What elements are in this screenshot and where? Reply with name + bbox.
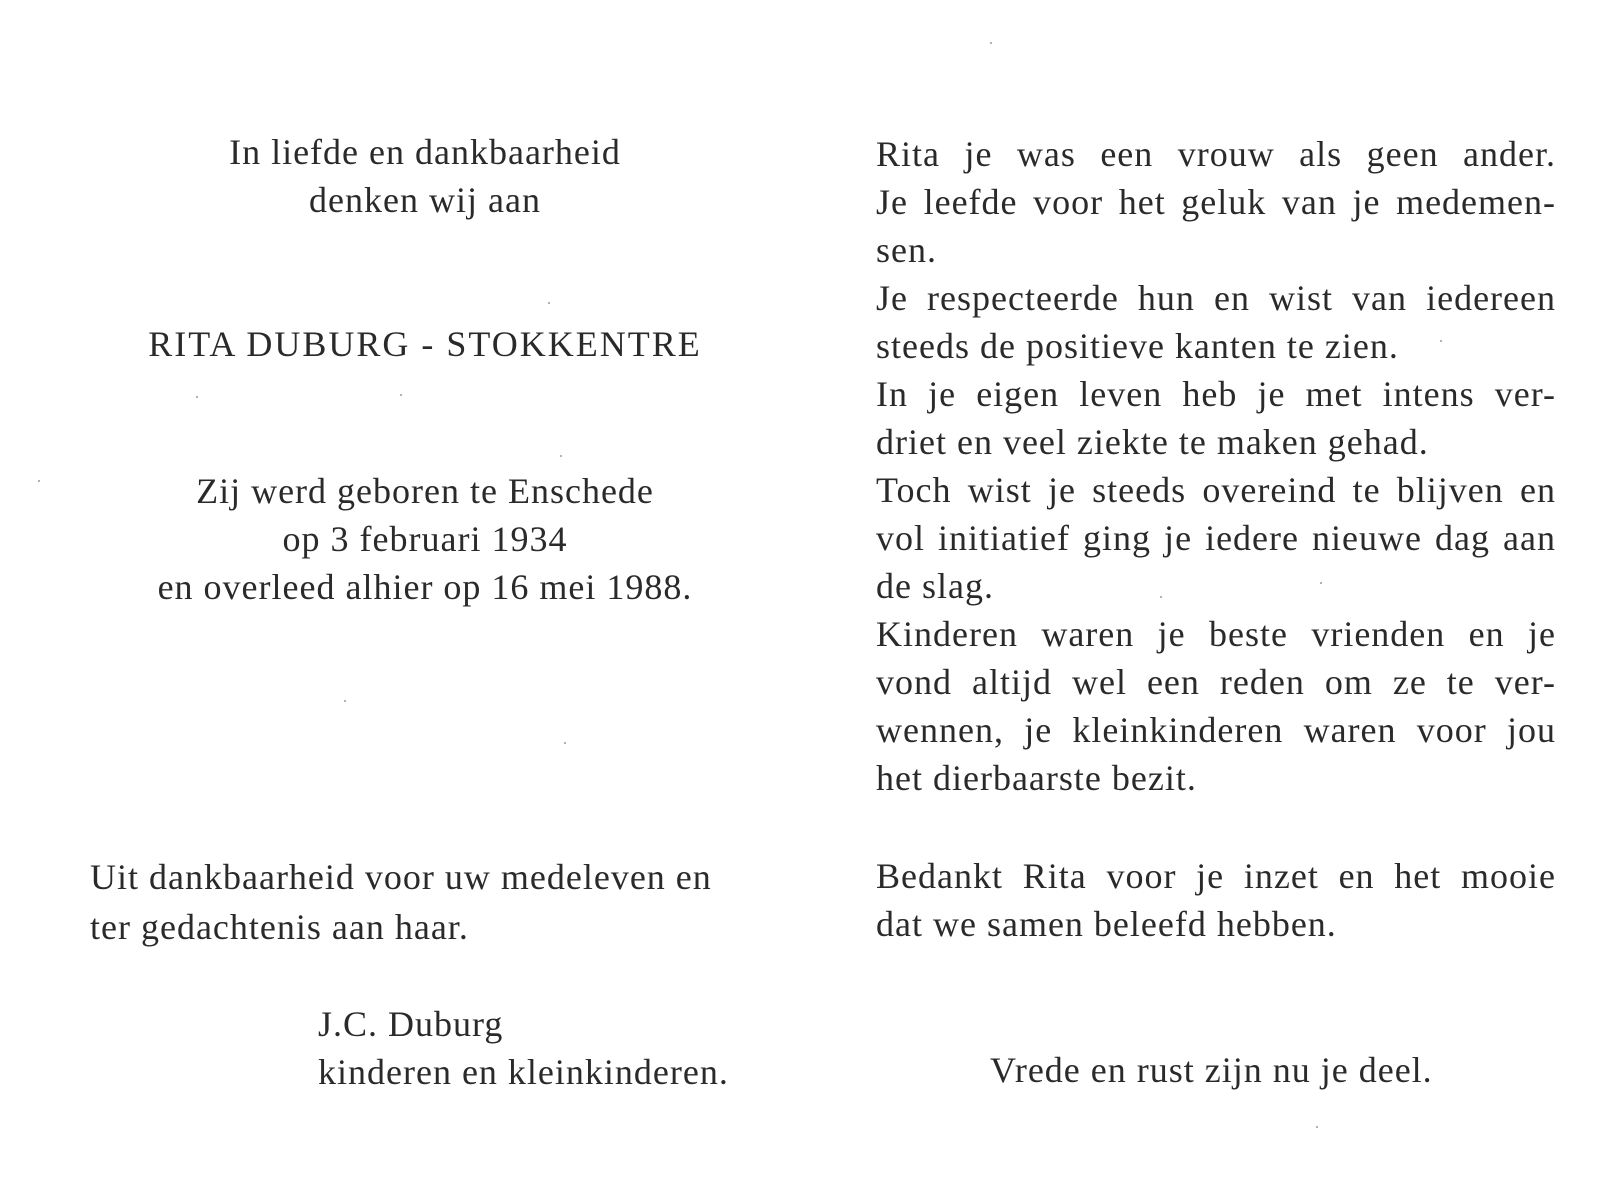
final-line: Vrede en rust zijn nu je deel.: [990, 1050, 1433, 1090]
poem-line-14: het dierbaarste bezit.: [876, 758, 1197, 798]
poem-line-3: sen.: [876, 230, 937, 270]
scan-speck: [1316, 1126, 1318, 1128]
poem-line-9: vol initiatief ging je iedere nieuwe dag aan: [876, 518, 1556, 558]
poem-line-1: Rita je was een vrouw als geen ander.: [876, 134, 1556, 174]
scan-speck: [1160, 596, 1162, 598]
poem-line-6: In je eigen leven heb je met intens ver-: [876, 374, 1556, 414]
scan-speck: [560, 455, 562, 457]
scan-speck: [990, 42, 992, 44]
intro-line-1: In liefde en dankbaarheid: [229, 132, 621, 172]
scan-speck: [564, 742, 566, 744]
poem-line-13: wennen, je kleinkinderen waren voor jou: [876, 710, 1556, 750]
poem-line-11: Kinderen waren je beste vrienden en je: [876, 614, 1556, 654]
thanks-line-1: Uit dankbaarheid voor uw medeleven en: [90, 857, 712, 897]
life-line-3: en overleed alhier op 16 mei 1988.: [157, 567, 693, 607]
deceased-name: RITA DUBURG - STOKKENTRE: [148, 324, 702, 364]
signature-line-1: J.C. Duburg: [318, 1004, 504, 1044]
scan-speck: [196, 396, 198, 398]
scan-speck: [1320, 582, 1322, 584]
poem-line-4: Je respecteerde hun en wist van iedereen: [876, 278, 1556, 318]
scan-speck: [548, 302, 550, 304]
closing-line-2: dat we samen beleefd hebben.: [876, 904, 1337, 944]
poem-line-8: Toch wist je steeds overeind te blijven en: [876, 470, 1556, 510]
intro-line-2: denken wij aan: [309, 180, 541, 220]
signature-line-2: kinderen en kleinkinderen.: [318, 1052, 729, 1092]
scan-speck: [344, 700, 346, 702]
poem-line-2: Je leefde voor het geluk van je medemen-: [876, 182, 1556, 222]
life-line-2: op 3 februari 1934: [282, 519, 568, 559]
poem-line-12: vond altijd wel een reden om ze te ver-: [876, 662, 1556, 702]
poem-line-10: de slag.: [876, 566, 994, 606]
thanks-line-2: ter gedachtenis aan haar.: [90, 907, 469, 947]
poem-line-5: steeds de positieve kanten te zien.: [876, 326, 1399, 366]
scan-speck: [38, 480, 40, 482]
poem-line-7: driet en veel ziekte te maken gehad.: [876, 422, 1429, 462]
scan-speck: [400, 394, 402, 396]
life-line-1: Zij werd geboren te Enschede: [196, 471, 654, 511]
scan-speck: [1440, 340, 1442, 342]
closing-line-1: Bedankt Rita voor je inzet en het mooie: [876, 856, 1556, 896]
